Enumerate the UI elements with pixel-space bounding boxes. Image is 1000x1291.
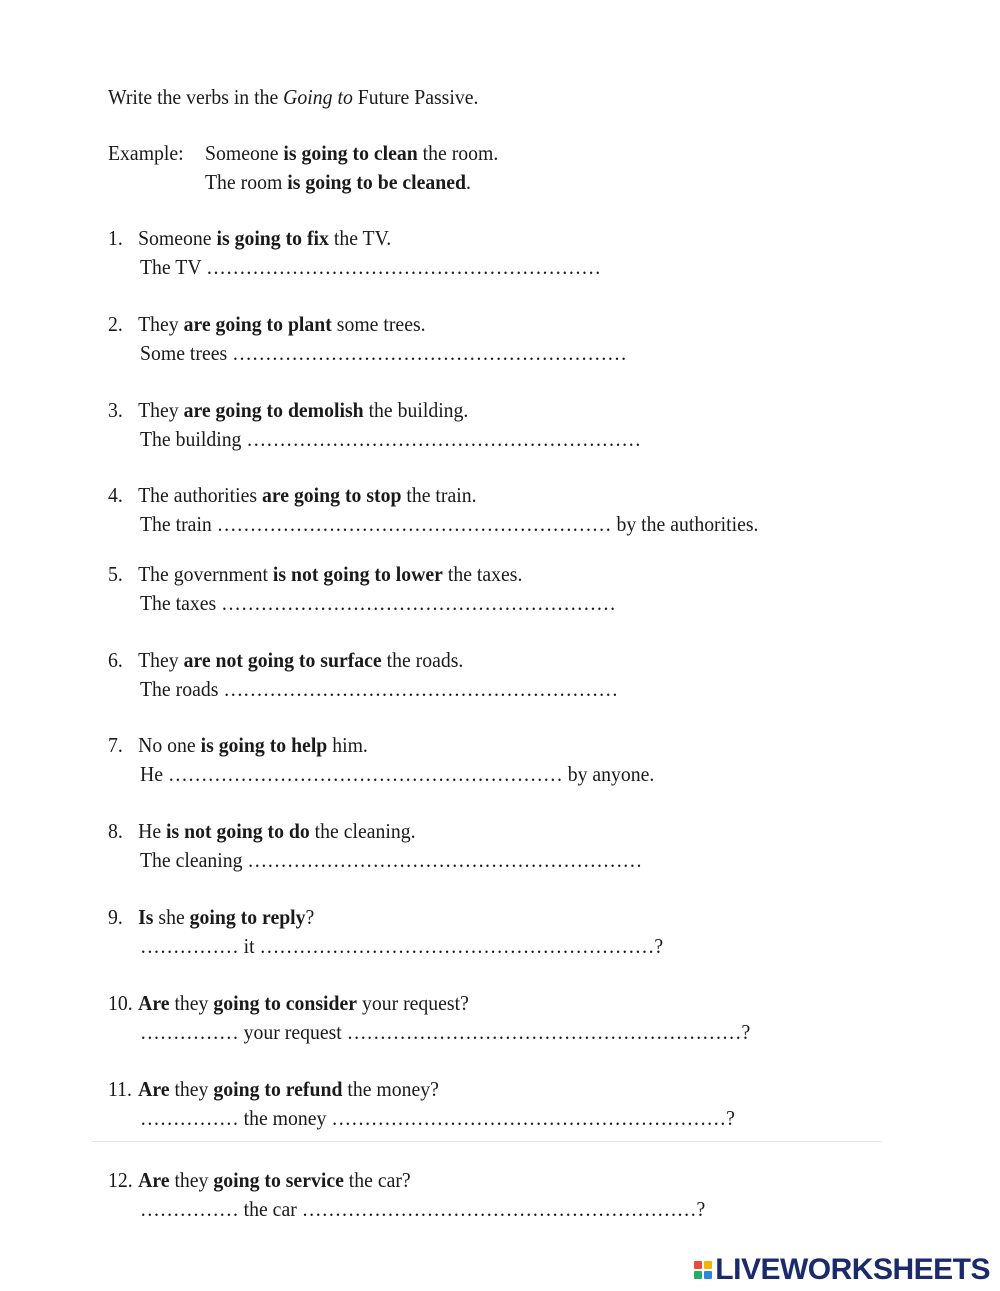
question-text: Someone xyxy=(138,226,217,250)
answer-text: …………………………………………………… xyxy=(246,427,642,451)
answer-line[interactable] xyxy=(140,933,663,959)
question-text: the car? xyxy=(343,1168,411,1192)
question-text: ? xyxy=(305,905,315,929)
answer-line[interactable] xyxy=(140,340,627,366)
answer-text: …………………………………………………… xyxy=(221,591,616,615)
verb-phrase: Are xyxy=(138,991,170,1015)
question-text: the taxes. xyxy=(442,562,523,586)
question-text: the train. xyxy=(401,483,477,507)
verb-phrase: going to service xyxy=(213,1168,344,1192)
exercise-question xyxy=(108,561,522,587)
answer-text: ……………………………………………………? xyxy=(301,1197,706,1221)
answer-text: …………… xyxy=(140,1197,244,1221)
answer-text: …………………………………………………… xyxy=(167,762,568,786)
exercise-number: 12. xyxy=(108,1168,133,1192)
brand-name: LIVEWORKSHEETS xyxy=(715,1253,990,1286)
answer-text: …………… xyxy=(140,934,244,958)
answer-text: ……………………………………………………? xyxy=(259,934,664,958)
question-text: they xyxy=(169,991,214,1015)
answer-text: …………………………………………………… xyxy=(206,255,601,279)
verb-phrase: are not going to surface xyxy=(183,648,382,672)
answer-text: the car xyxy=(243,1197,302,1221)
answer-line[interactable] xyxy=(140,590,616,616)
liveworksheets-mark-icon xyxy=(694,1261,712,1279)
question-text: The authorities xyxy=(138,483,262,507)
answer-line[interactable] xyxy=(140,254,601,280)
page-divider xyxy=(92,1141,882,1142)
exercise-number: 4. xyxy=(108,483,123,507)
exercise-question xyxy=(108,904,314,930)
answer-text: The taxes xyxy=(140,591,222,615)
answer-text: He xyxy=(140,762,168,786)
exercise-number: 7. xyxy=(108,733,123,757)
exercise-number: 3. xyxy=(108,398,123,422)
exercise-number: 9. xyxy=(108,905,123,929)
question-text: The government xyxy=(138,562,273,586)
exercise-question xyxy=(108,225,391,251)
question-text: the money? xyxy=(342,1077,439,1101)
verb-phrase: are going to demolish xyxy=(183,398,364,422)
question-text: they xyxy=(169,1168,214,1192)
mark-square-2 xyxy=(704,1261,712,1269)
example-label: Example: xyxy=(108,141,184,165)
exercise-question xyxy=(108,311,426,337)
answer-text: …………… xyxy=(140,1020,244,1044)
answer-line[interactable] xyxy=(140,426,641,452)
question-text: your request? xyxy=(357,991,469,1015)
exercise-number: 6. xyxy=(108,648,123,672)
answer-line[interactable] xyxy=(140,676,618,702)
question-text: she xyxy=(153,905,190,929)
verb-phrase: Are xyxy=(138,1168,170,1192)
answer-text: ……………………………………………………? xyxy=(346,1020,751,1044)
exercise-question xyxy=(108,990,469,1016)
exercise-question xyxy=(108,647,463,673)
exercise-question xyxy=(108,1167,411,1193)
answer-text: your request xyxy=(243,1020,347,1044)
answer-text: …………………………………………………… xyxy=(223,677,619,701)
exercise-number: 10. xyxy=(108,991,133,1015)
example-passive: The room is going to be cleaned. xyxy=(205,170,471,194)
answer-text: it xyxy=(243,934,260,958)
answer-text: by anyone. xyxy=(567,762,655,786)
answer-text: The cleaning xyxy=(140,848,248,872)
exercise-number: 1. xyxy=(108,226,123,250)
verb-phrase: are going to stop xyxy=(261,483,402,507)
exercise-number: 8. xyxy=(108,819,123,843)
question-text: they xyxy=(169,1077,214,1101)
verb-phrase: is going to fix xyxy=(216,226,329,250)
exercise-question xyxy=(108,397,468,423)
answer-line[interactable] xyxy=(140,511,758,537)
example-active: Someone is going to clean the room. xyxy=(205,141,499,165)
answer-text: …………… xyxy=(140,1106,244,1130)
verb-phrase: is not going to lower xyxy=(272,562,443,586)
mark-square-4 xyxy=(704,1271,712,1279)
exercise-question xyxy=(108,732,368,758)
question-text: the cleaning. xyxy=(309,819,416,843)
question-text: No one xyxy=(138,733,201,757)
answer-text: …………………………………………………… xyxy=(247,848,643,872)
question-text: the roads. xyxy=(381,648,464,672)
answer-line[interactable] xyxy=(140,761,654,787)
verb-phrase: Are xyxy=(138,1077,170,1101)
exercise-number: 2. xyxy=(108,312,123,336)
exercise-number: 5. xyxy=(108,562,123,586)
question-text: He xyxy=(138,819,167,843)
answer-text: The roads xyxy=(140,677,224,701)
exercise-question xyxy=(108,818,416,844)
answer-text: ……………………………………………………? xyxy=(331,1106,735,1130)
answer-text: …………………………………………………… xyxy=(232,341,627,365)
verb-phrase: is not going to do xyxy=(166,819,310,843)
mark-square-1 xyxy=(694,1261,702,1269)
answer-text: The building xyxy=(140,427,247,451)
exercise-question xyxy=(108,1076,439,1102)
answer-text: by the authorities. xyxy=(616,512,759,536)
exercise-number: 11. xyxy=(108,1077,132,1101)
answer-text: Some trees xyxy=(140,341,233,365)
question-text: the building. xyxy=(363,398,469,422)
answer-line[interactable] xyxy=(140,1019,750,1045)
verb-phrase: going to reply xyxy=(189,905,306,929)
verb-phrase: are going to plant xyxy=(183,312,332,336)
answer-text: The train xyxy=(140,512,217,536)
verb-phrase: is going to help xyxy=(200,733,328,757)
instruction: Write the verbs in the Going to Future Passive. xyxy=(108,85,479,109)
liveworksheets-logo xyxy=(694,1253,990,1287)
question-text: the TV. xyxy=(328,226,392,250)
answer-line[interactable] xyxy=(140,847,642,873)
verb-phrase: going to consider xyxy=(213,991,358,1015)
question-text: They xyxy=(138,398,184,422)
exercise-question xyxy=(108,482,477,508)
question-text: They xyxy=(138,312,184,336)
answer-text: The TV xyxy=(140,255,207,279)
answer-line[interactable] xyxy=(140,1196,705,1222)
answer-line[interactable] xyxy=(140,1105,735,1131)
answer-text: …………………………………………………… xyxy=(216,512,617,536)
question-text: They xyxy=(138,648,184,672)
question-text: him. xyxy=(327,733,368,757)
verb-phrase: going to refund xyxy=(213,1077,343,1101)
verb-phrase: Is xyxy=(138,905,154,929)
answer-text: the money xyxy=(243,1106,332,1130)
mark-square-3 xyxy=(694,1271,702,1279)
question-text: some trees. xyxy=(331,312,426,336)
